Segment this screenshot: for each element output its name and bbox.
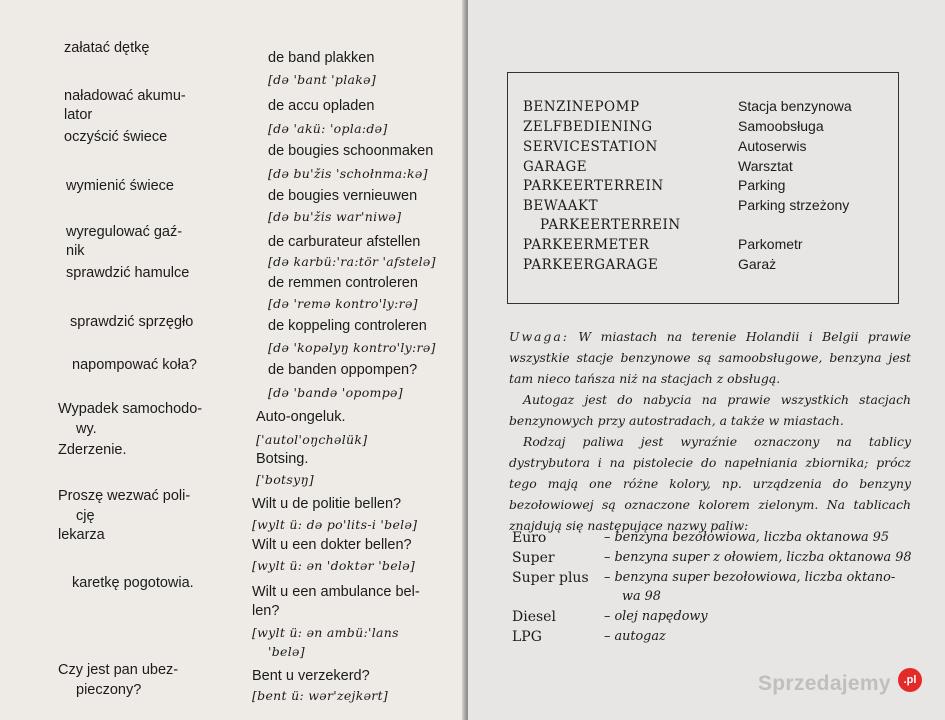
nl-phrase: Wilt u de politie bellen? — [252, 496, 402, 512]
note-label: Uwaga: — [509, 329, 569, 344]
transcription: [wylt ü: ən ambü:'lans — [252, 625, 399, 640]
sign-pl: Warsztat — [738, 158, 793, 174]
nl-phrase: Wilt u een dokter bellen? — [252, 537, 412, 553]
nl-phrase: Wilt u een ambulance bel- — [252, 584, 420, 600]
fuel-term: Euro — [512, 530, 547, 546]
sign-pl: Samoobsługa — [738, 118, 824, 134]
sign-pl: Parking — [738, 177, 786, 193]
sign-nl: BEWAAKT — [523, 198, 599, 214]
pl-phrase: wy. — [76, 421, 97, 437]
pl-phrase: nik — [66, 243, 85, 259]
transcription: ['botsyŋ] — [256, 472, 314, 487]
sign-pl: Parking strzeżony — [738, 197, 850, 213]
nl-phrase: de bougies schoonmaken — [268, 143, 434, 159]
transcription: 'belə] — [268, 644, 305, 659]
pl-phrase: oczyścić świece — [64, 129, 168, 145]
watermark-badge: .pl — [898, 668, 922, 692]
nl-phrase: de koppeling controleren — [268, 318, 427, 334]
transcription: [wylt ü: də po'lits-i 'belə] — [252, 517, 418, 532]
sign-nl: SERVICESTATION — [523, 139, 658, 155]
transcription: [də bu'žis war'niwə] — [268, 209, 402, 224]
nl-phrase: de remmen controleren — [268, 275, 418, 291]
fuel-desc: – benzyna super z ołowiem, liczba oktanowa 98 — [604, 550, 912, 565]
fuel-term: Super plus — [512, 570, 589, 586]
fuel-desc: – olej napędowy — [604, 609, 708, 624]
fuel-term: Diesel — [512, 609, 556, 625]
sign-pl: Parkometr — [738, 236, 803, 252]
nl-phrase: len? — [252, 603, 280, 619]
sign-nl: ZELFBEDIENING — [523, 119, 653, 135]
pl-phrase: lator — [64, 107, 93, 123]
transcription: ['autol'oŋchəlük] — [256, 432, 368, 447]
pl-phrase: pieczony? — [76, 682, 142, 698]
pl-phrase: Zderzenie. — [58, 442, 127, 458]
note-paragraph: Rodzaj paliwa jest wyraźnie oznaczony na tablicy dystrybutora i na pistolecie do napełniania zbiornika; prócz tego mają one różne kolory, np. urządzenia do benzyny bezołowiowej są oznaczone kolorem zielonym. Na tablicach znajdują się następujące nazwy paliw: — [509, 434, 911, 533]
transcription: [bent ü: wər'zejkərt] — [252, 688, 389, 703]
pl-phrase: lekarza — [58, 527, 105, 543]
transcription: [də 'remə kontro'ly:rə] — [268, 296, 418, 311]
pl-phrase: sprawdzić sprzęgło — [70, 314, 194, 330]
pl-phrase: naładować akumu- — [64, 88, 186, 104]
sign-nl: PARKEERTERREIN — [523, 178, 664, 194]
nl-phrase: Bent u verzekerd? — [252, 668, 370, 684]
pl-phrase: Czy jest pan ubez- — [58, 662, 179, 678]
note-paragraph: W miastach na terenie Holandii i Belgii prawie wszystkie stacje benzynowe są samoobsługowe, benzyna jest tam nieco tańsza niż na stacjach z obsługą. — [509, 329, 911, 386]
nl-phrase: de banden oppompen? — [268, 362, 418, 378]
sign-pl: Garaż — [738, 256, 777, 272]
nl-phrase: Botsing. — [256, 451, 309, 467]
fuel-desc: – autogaz — [604, 629, 666, 644]
fuel-term: Super — [512, 550, 555, 566]
pl-phrase: Proszę wezwać poli- — [58, 488, 191, 504]
nl-phrase: Auto-ongeluk. — [256, 409, 346, 425]
pl-phrase: wyregulować gaź- — [66, 224, 183, 240]
sign-nl: BENZINEPOMP — [523, 99, 640, 115]
fuel-desc: – benzyna super bezołowiowa, liczba oktano- — [604, 570, 896, 585]
left-page — [0, 0, 466, 720]
sign-pl: Autoserwis — [738, 138, 807, 154]
nl-phrase: de accu opladen — [268, 98, 375, 114]
transcription: [də karbü:'ra:tör 'afstelə] — [268, 254, 436, 269]
sign-nl: GARAGE — [523, 159, 588, 175]
pl-phrase: cję — [76, 508, 95, 524]
transcription: [də bu'žis 'schołnma:kə] — [268, 166, 428, 181]
sign-nl: PARKEERTERREIN — [540, 217, 681, 233]
sign-nl: PARKEERMETER — [523, 237, 650, 253]
watermark-text: Sprzedajemy — [758, 672, 891, 695]
sign-nl: PARKEERGARAGE — [523, 257, 659, 273]
pl-phrase: napompować koła? — [72, 357, 197, 373]
transcription: [də 'kopəlyŋ kontro'ly:rə] — [268, 340, 436, 355]
sign-pl: Stacja benzynowa — [738, 98, 852, 114]
fuel-term: LPG — [512, 629, 542, 645]
pl-phrase: załatać dętkę — [64, 40, 150, 56]
fuel-desc: – benzyna bezołowiowa, liczba oktanowa 95 — [604, 530, 890, 545]
transcription: [də 'bandə 'opompə] — [268, 385, 403, 400]
pl-phrase: Wypadek samochodo- — [58, 401, 203, 417]
note-text — [509, 326, 911, 536]
transcription: [wylt ü: ən 'doktər 'belə] — [252, 558, 416, 573]
nl-phrase: de carburateur afstellen — [268, 234, 421, 250]
transcription: [də 'akü: 'opla:də] — [268, 121, 388, 136]
nl-phrase: de band plakken — [268, 50, 375, 66]
nl-phrase: de bougies vernieuwen — [268, 188, 418, 204]
fuel-desc: wa 98 — [622, 589, 661, 604]
pl-phrase: sprawdzić hamulce — [66, 265, 190, 281]
transcription: [də 'bant 'plakə] — [268, 72, 377, 87]
pl-phrase: karetkę pogotowia. — [72, 575, 194, 591]
note-paragraph: Autogaz jest do nabycia na prawie wszystkich stacjach benzynowych przy autostradach, a także w miastach. — [509, 392, 911, 428]
pl-phrase: wymienić świece — [66, 178, 174, 194]
